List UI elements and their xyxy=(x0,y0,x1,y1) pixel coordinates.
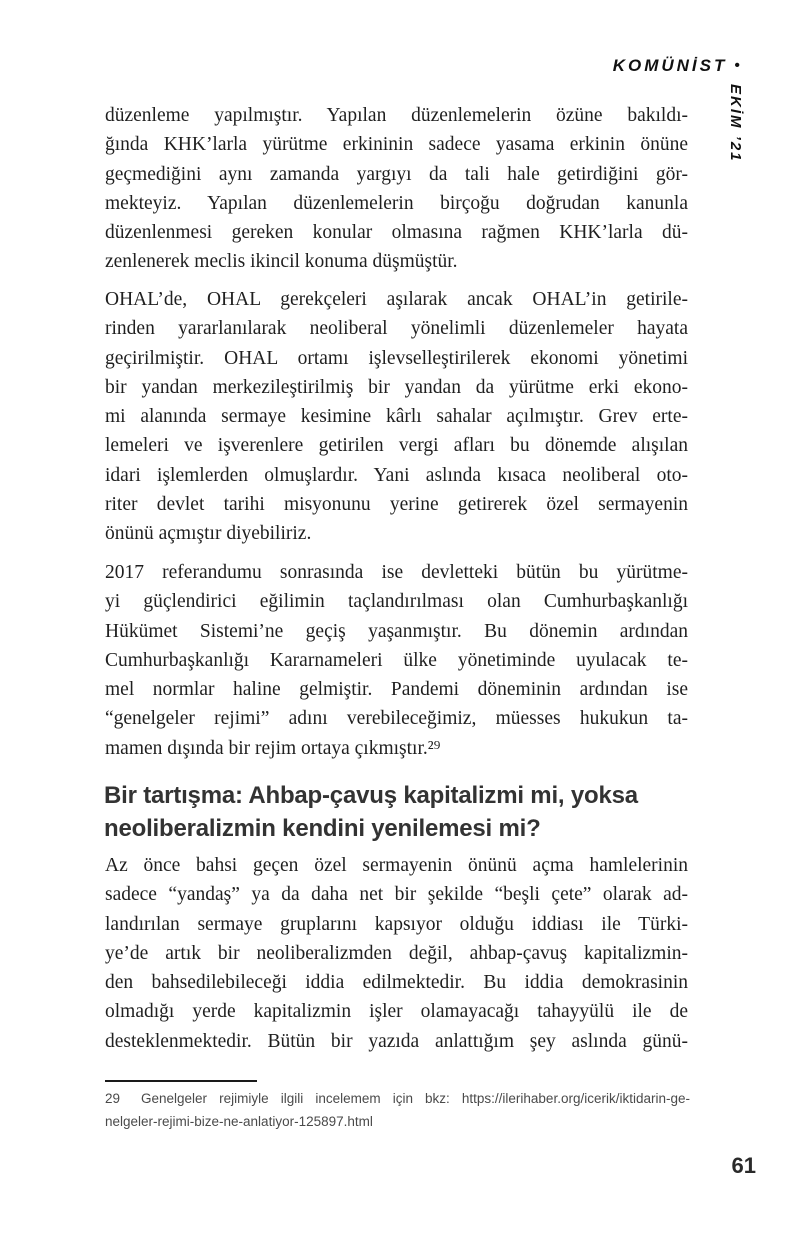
text-line: geçirilmiştir. OHAL ortamı işlevselleştirilerek ekonomi yönetimi xyxy=(105,347,688,369)
footnote-marker: 29 xyxy=(105,1091,121,1106)
text-line: den bahsedilebileceği iddia edilmektedir. Bu iddia demokrasinin xyxy=(105,972,688,994)
text-line: zenlenerek meclis ikincil konuma düşmüştür. xyxy=(105,251,458,273)
body-paragraph xyxy=(105,558,688,763)
text-line: önünü açmıştır diyebiliriz. xyxy=(105,523,312,545)
text-line: lemeleri ve işverenlere getirilen vergi afları bu dönemde alışılan xyxy=(105,435,688,457)
text-line: OHAL’de, OHAL gerekçeleri aşılarak ancak OHAL’in getirile- xyxy=(105,289,688,310)
text-line: ye’de artık bir neoliberalizmden değil, ahbap-çavuş kapitalizmin- xyxy=(105,942,688,964)
text-line: düzenleme yapılmıştır. Yapılan düzenlemelerin özüne bakıldı- xyxy=(105,105,688,126)
text-line: sadece “yandaş” ya da daha net bir şekilde “beşli çete” olarak ad- xyxy=(105,884,688,906)
footnote-line xyxy=(105,1087,690,1110)
text-line: 2017 referandumu sonrasında ise devletteki bütün bu yürütme- xyxy=(105,562,688,583)
page-number: 61 xyxy=(731,1153,756,1178)
body-paragraph xyxy=(105,101,688,277)
masthead xyxy=(613,56,740,76)
text-line: Bir tartışma: Ahbap-çavuş kapitalizmi mi, yoksa xyxy=(104,782,638,809)
text-line: neoliberalizmin kendini yenilemesi mi? xyxy=(104,815,541,842)
text-line: olmadığı yerde kapitalizmin işler olamayacağı tahayyülü ile de xyxy=(105,1001,688,1023)
text-line: mi alanında sermaye kesimine kârlı sahalar açılmıştır. Grev erte- xyxy=(105,406,688,428)
bullet-icon: • xyxy=(734,57,740,74)
text-line: mel normlar haline gelmiştir. Pandemi döneminin ardından ise xyxy=(105,679,688,701)
text-line: Hükümet Sistemi’ne geçiş yaşanmıştır. Bu dönemin ardından xyxy=(105,620,688,642)
issue-label: EKİM ’21 xyxy=(727,84,744,163)
section-heading xyxy=(104,779,714,845)
masthead-title: KOMÜNİST xyxy=(612,56,728,75)
footnote-text: Genelgeler rejimiyle ilgili incelemem için bkz: https://ilerihaber.org/icerik/iktidarin-ge- xyxy=(141,1091,690,1106)
text-line: bir yandan merkezileştirilmiş bir yandan da yürütme erki ekono- xyxy=(105,376,688,398)
text-line: idari işlemlerden olmuşlardır. Yani aslında kısaca neoliberal oto- xyxy=(105,464,688,486)
footnote xyxy=(105,1087,690,1133)
text-line: Cumhurbaşkanlığı Kararnameleri ülke yönetiminde uyulacak te- xyxy=(105,649,688,671)
text-line: landırılan sermaye gruplarını kapsıyor olduğu iddiası ile Türki- xyxy=(105,913,688,935)
text-line: mamen dışında bir rejim ortaya çıkmıştır.²⁹ xyxy=(105,737,441,759)
text-line: geçmediğini aynı zamanda yargıyı da tali hale getirdiğini gör- xyxy=(105,163,688,185)
footnote-rule xyxy=(105,1080,257,1082)
text-line: rinden yararlanılarak neoliberal yönelimli düzenlemeler hayata xyxy=(105,318,688,340)
body-paragraph xyxy=(105,285,688,549)
body-paragraph xyxy=(105,851,688,1056)
text-line: “genelgeler rejimi” adını verebileceğimiz, müesses hukukun ta- xyxy=(105,708,688,730)
text-line: düzenlenmesi gereken konular olmasına rağmen KHK’larla dü- xyxy=(105,222,688,244)
text-line: mekteyiz. Yapılan düzenlemelerin birçoğu doğrudan kanunla xyxy=(105,192,688,214)
text-line: desteklenmektedir. Bütün bir yazıda anlattığım şey aslında günü- xyxy=(105,1030,688,1052)
text-line: riter devlet tarihi misyonunu yerine getirerek özel sermayenin xyxy=(105,494,688,516)
text-line: ğında KHK’larla yürütme erkininin sadece yasama erkinin önüne xyxy=(105,134,688,156)
text-line: yi güçlendirici eğilimin taçlandırılması olan Cumhurbaşkanlığı xyxy=(105,591,688,613)
text-line: Az önce bahsi geçen özel sermayenin önünü açma hamlelerinin xyxy=(105,855,688,876)
footnote-line: nelgeler-rejimi-bize-ne-anlatiyor-125897.html xyxy=(105,1114,373,1129)
